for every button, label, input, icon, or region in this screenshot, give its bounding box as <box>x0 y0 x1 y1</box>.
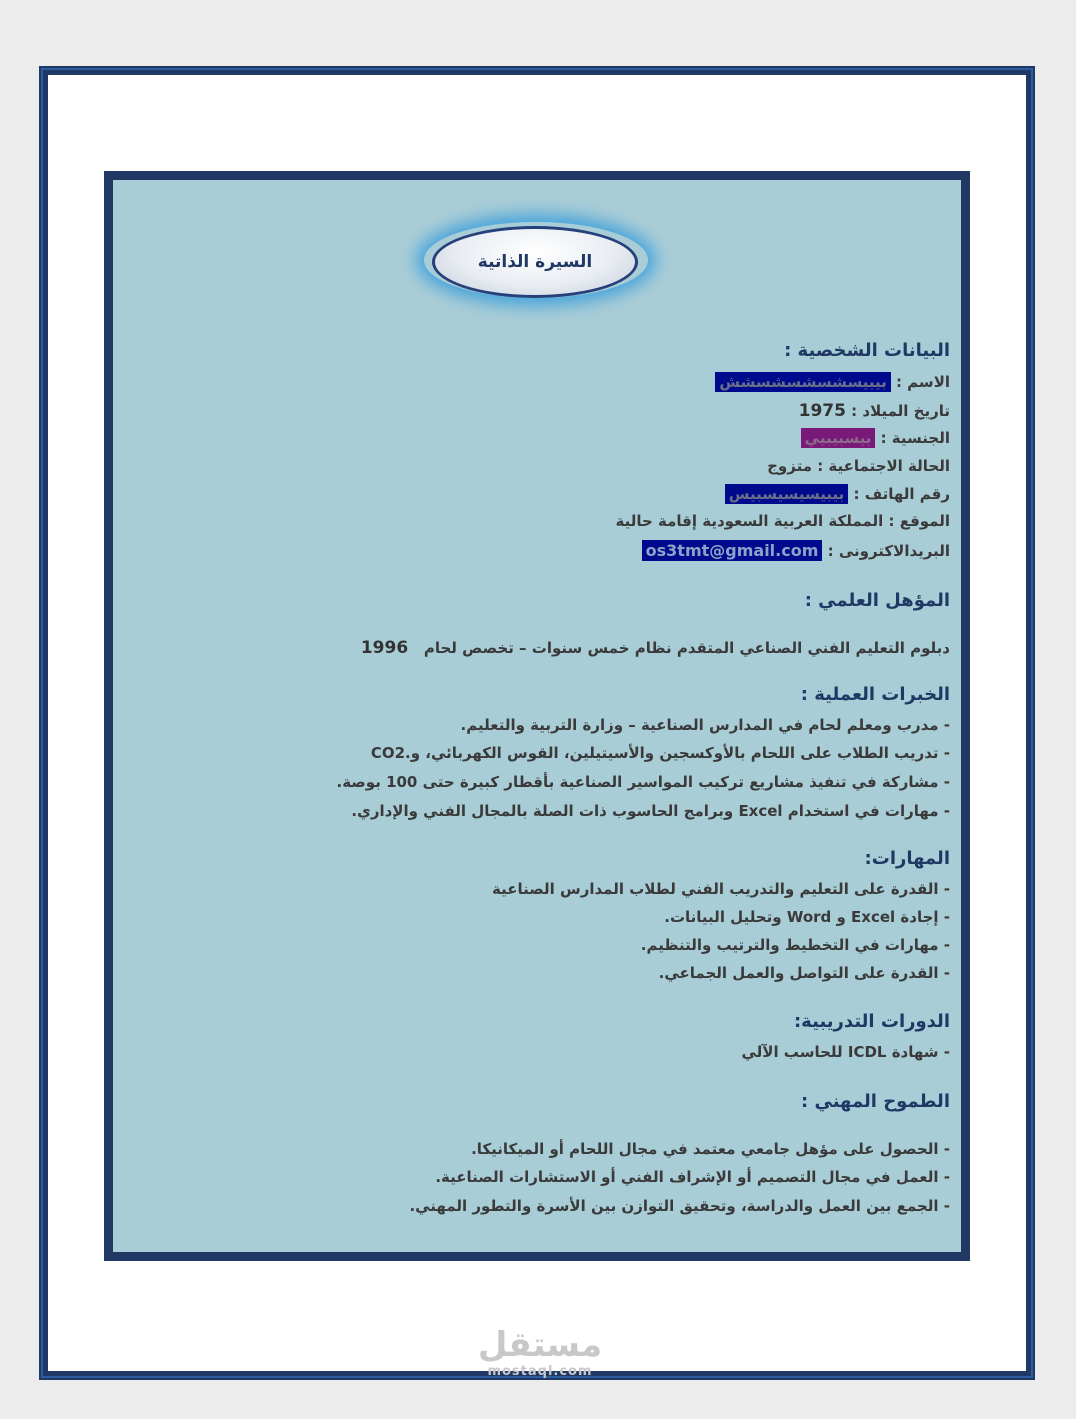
experience-heading: الخبرات العملية : <box>800 684 950 705</box>
ambition-item: - الحصول على مؤهل جامعي معتمد في مجال اللحام أو الميكانيكا. <box>471 1140 950 1158</box>
email-row <box>642 540 950 561</box>
ambition-item: - الجمع بين العمل والدراسة، وتحقيق التوازن بين الأسرة والتطور المهني. <box>409 1197 950 1215</box>
courses-heading: الدورات التدريبية: <box>793 1011 950 1032</box>
birth-label: تاريخ الميلاد : <box>851 402 950 420</box>
courses-item: - شهادة ICDL للحاسب الآلي <box>741 1043 950 1061</box>
name-label: الاسم : <box>895 373 950 391</box>
experience-item: - مدرب ومعلم لحام في المدارس الصناعية – وزارة التربية والتعليم. <box>460 716 950 734</box>
personal-heading: البيانات الشخصية : <box>784 340 950 361</box>
experience-item: - تدريب الطلاب على اللحام بالأوكسجين والأسيتيلين، القوس الكهربائي، و.CO2 <box>370 744 950 762</box>
marital-row: الحالة الاجتماعية : متزوج <box>767 457 950 475</box>
watermark-logo <box>470 1325 610 1379</box>
birth-row <box>799 401 950 421</box>
skills-item: - مهارات في التخطيط والترتيب والتنظيم. <box>640 936 950 954</box>
nationality-row <box>801 428 950 448</box>
watermark-domain: mostaql.com <box>487 1364 593 1379</box>
skills-heading: المهارات: <box>864 848 950 869</box>
nationality-value: بيسبيبيي <box>801 428 876 448</box>
phone-row <box>725 484 950 504</box>
ambition-item: - العمل في مجال التصميم أو الإشراف الفني أو الاستشارات الصناعية. <box>435 1168 950 1186</box>
birth-value: 1975 <box>798 401 846 421</box>
location-row: الموقع : المملكة العربية السعودية إقامة حالية <box>615 512 950 530</box>
skills-item: - القدرة على التعليم والتدريب الفني لطلاب المدارس الصناعية <box>492 880 950 898</box>
qualification-heading: المؤهل العلمي : <box>804 590 950 611</box>
title-badge <box>432 226 638 298</box>
qualification-year: 1996 <box>360 638 409 658</box>
phone-label: رقم الهاتف : <box>853 485 950 503</box>
nationality-label: الجنسية : <box>880 429 950 447</box>
name-value: بيبيسشسشسشسشش <box>715 372 890 392</box>
experience-item: - مشاركة في تنفيذ مشاريع تركيب المواسير الصناعية بأقطار كبيرة حتى 100 بوصة. <box>336 773 950 791</box>
qualification-text: دبلوم التعليم الفني الصناعي المتقدم نظام خمس سنوات – تخصص لحام <box>423 639 950 657</box>
email-value: os3tmt@gmail.com <box>642 540 823 561</box>
name-row <box>715 372 950 392</box>
email-label: البريدالاكترونى : <box>827 542 950 560</box>
skills-item: - إجادة Excel و Word وتحليل البيانات. <box>664 908 950 926</box>
qualification-row <box>361 638 950 658</box>
ambition-heading: الطموح المهني : <box>801 1091 950 1112</box>
phone-value: بيبيسيسيسبيس <box>725 484 849 504</box>
experience-item: - مهارات في استخدام Excel وبرامج الحاسوب ذات الصلة بالمجال الفني والإداري. <box>351 802 950 820</box>
watermark-brand: مستقل <box>477 1325 603 1365</box>
cv-title: السيرة الذاتية <box>477 252 593 272</box>
skills-item: - القدرة على التواصل والعمل الجماعي. <box>658 964 950 982</box>
